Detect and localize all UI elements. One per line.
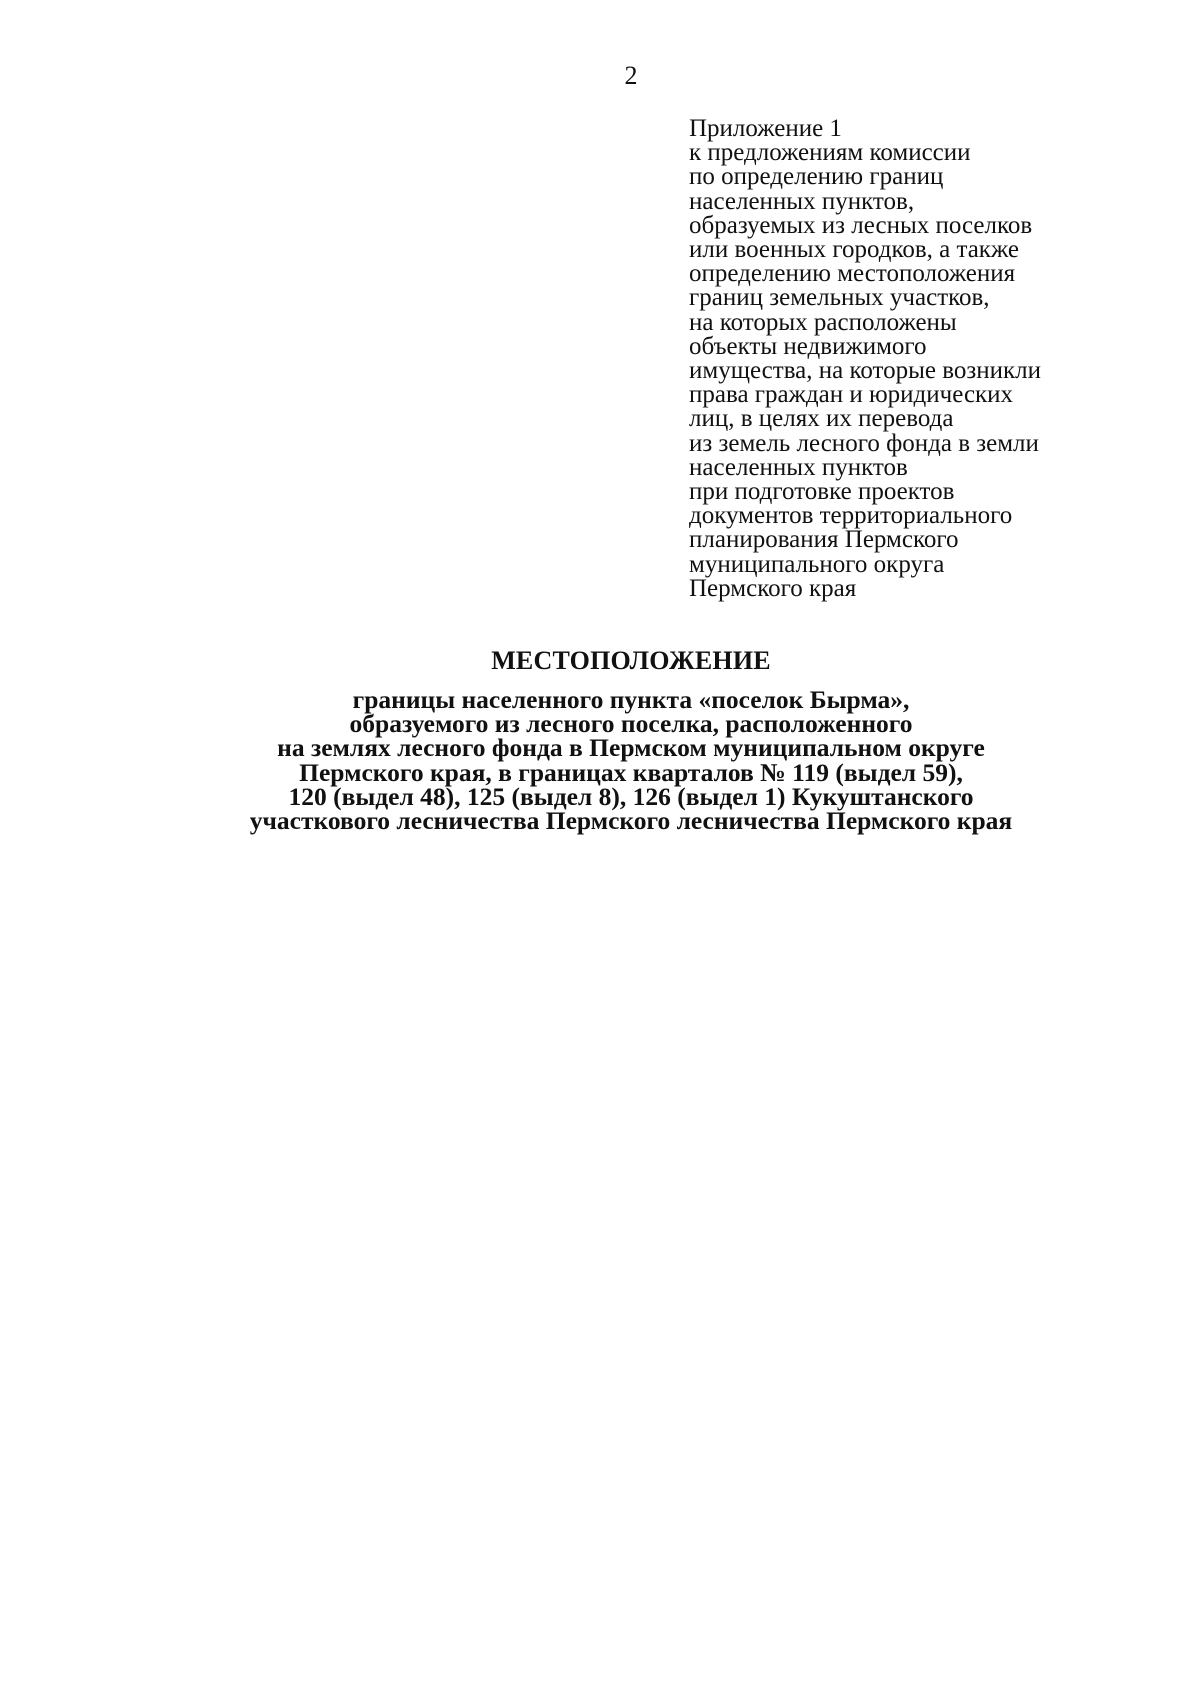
appendix-line: на которых расположены: [689, 308, 957, 336]
appendix-line: планирования Пермского: [689, 526, 959, 554]
subtitle-line: границы населенного пункта «поселок Бырма»,: [352, 685, 910, 714]
appendix-line: образуемых из лесных поселков: [689, 211, 1033, 239]
subtitle-line: Пермского края, в границах кварталов № 119 (выдел 59),: [299, 757, 963, 787]
document-subtitle: [0, 685, 1200, 836]
appendix-block: [689, 117, 1189, 601]
appendix-line: по определению границ: [689, 163, 944, 191]
page-number: 2: [624, 61, 638, 90]
appendix-line: при подготовке проектов: [689, 478, 955, 506]
appendix-line: муниципального округа: [689, 550, 945, 578]
appendix-line: лиц, в целях их перевода: [689, 405, 954, 433]
appendix-line: имущества, на которые возникли: [689, 357, 1042, 385]
appendix-line: к предложениям комиссии: [689, 139, 971, 167]
appendix-line: границ земельных участков,: [689, 284, 990, 312]
appendix-line: объекты недвижимого: [689, 332, 927, 360]
appendix-line: населенных пунктов,: [689, 187, 915, 215]
appendix-line: Приложение 1: [689, 115, 842, 142]
subtitle-line: образуемого из лесного поселка, расположенного: [349, 709, 913, 739]
appendix-line: населенных пунктов: [689, 453, 908, 481]
appendix-line: Пермского края: [689, 574, 857, 602]
subtitle-line: участкового лесничества Пермского лесничества Пермского края: [249, 806, 1013, 836]
appendix-line: или военных городков, а также: [689, 236, 1019, 264]
subtitle-line: на землях лесного фонда в Пермском муниципальном округе: [277, 733, 985, 763]
subtitle-line: 120 (выдел 48), 125 (выдел 8), 126 (выдел 1) Кукуштанского: [288, 781, 974, 811]
appendix-line: документов территориального: [689, 502, 1013, 530]
document-title: МЕСТОПОЛОЖЕНИЕ: [491, 646, 771, 675]
appendix-line: определению местоположения: [689, 260, 1016, 288]
appendix-line: из земель лесного фонда в земли: [689, 429, 1039, 457]
appendix-line: права граждан и юридических: [689, 381, 1014, 409]
